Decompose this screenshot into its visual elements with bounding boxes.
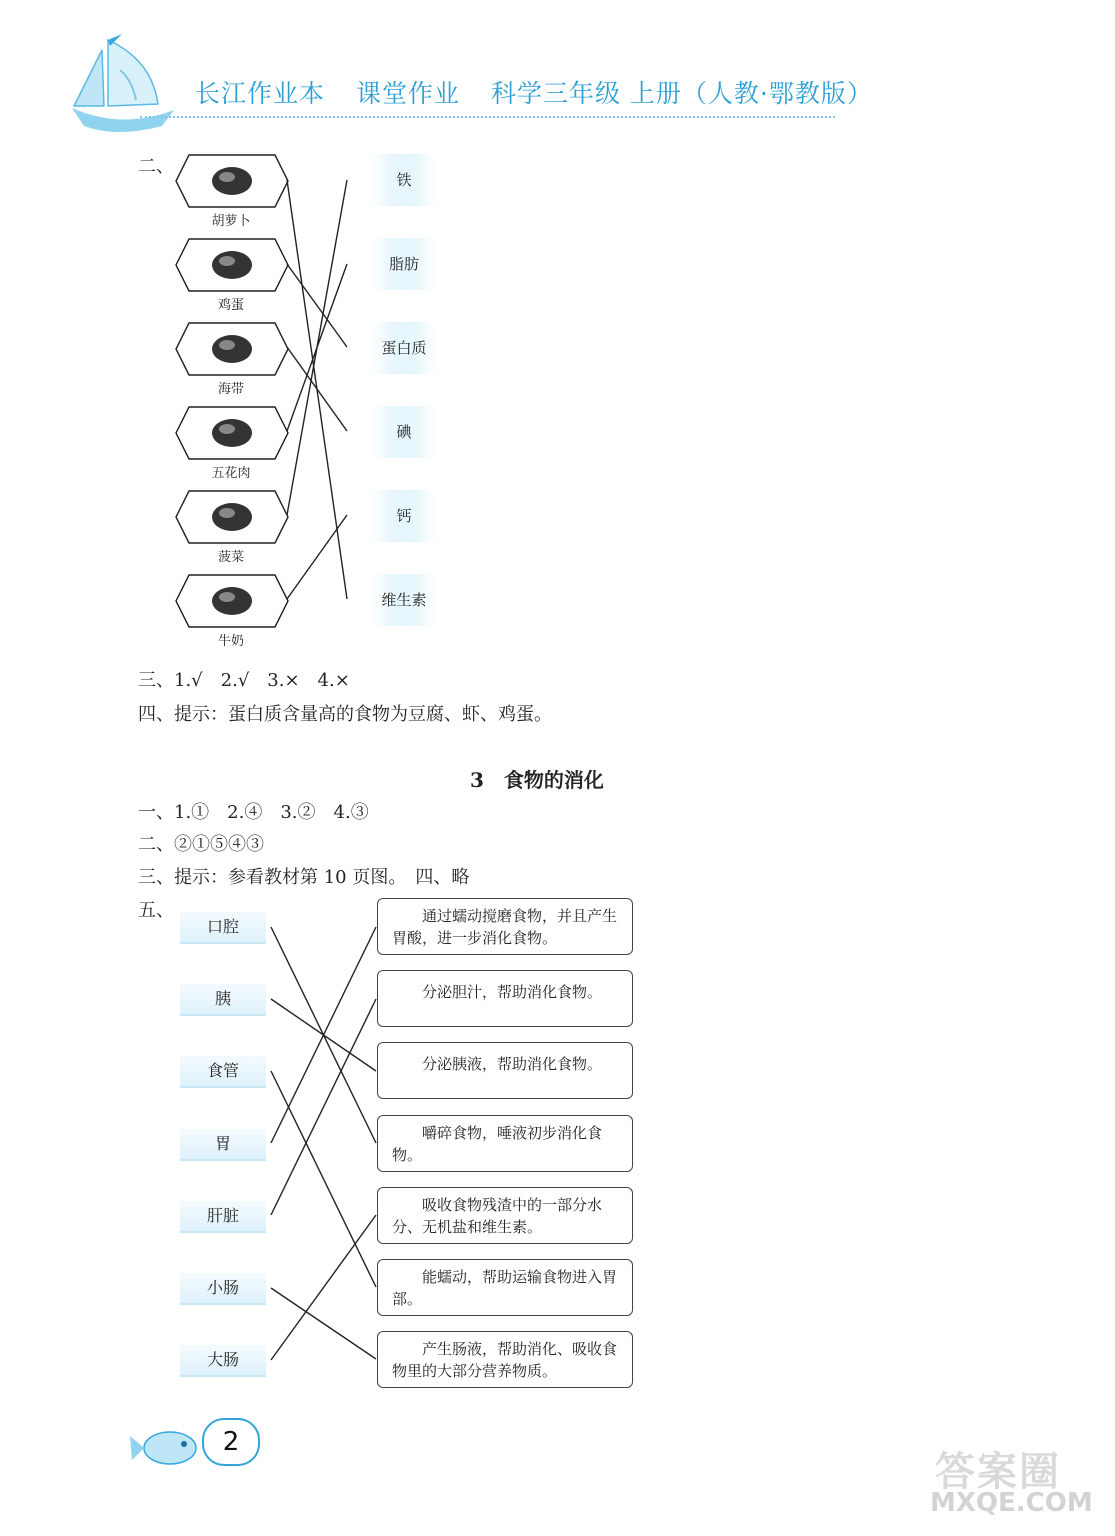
food-label: 菠菜 [217,550,244,565]
section-answer-5-label: 五、 [138,900,174,921]
function-box: 吸收食物残渣中的一部分水分、无机盐和维生素。 [377,1187,633,1244]
food-label: 胡萝卜 [211,214,251,229]
function-box: 通过蠕动搅磨食物，并且产生胃酸，进一步消化食物。 [377,898,633,955]
match-line [271,1215,376,1360]
organ-label: 食管 [180,1056,266,1088]
organ-label: 胰 [180,984,266,1016]
nutrient-label: 铁 [370,154,438,206]
nutrient-label: 蛋白质 [370,322,438,374]
watermark-text: 答案圈 [935,1449,1061,1495]
cartoon-fish-icon [128,1420,208,1470]
section-title: 3 食物的消化 [470,768,604,792]
food-label: 牛奶 [217,634,244,649]
food-label: 五花肉 [211,466,251,481]
organ-label: 大肠 [180,1345,266,1377]
organ-label: 肝脏 [180,1201,266,1233]
question-3-answer: 三、1.√ 2.√ 3.× 4.× [138,670,350,691]
section-answer-2: 二、②①⑤④③ [138,834,264,855]
food-label: 鸡蛋 [217,298,244,313]
function-box: 分泌胰液，帮助消化食物。 [377,1042,633,1099]
page-number: 2 [202,1418,260,1466]
section-answer-1: 一、1.① 2.④ 3.② 4.③ [138,802,369,823]
function-box: 能蠕动，帮助运输食物进入胃部。 [377,1259,633,1316]
header-part-2: 课堂作业 [355,79,460,108]
function-box: 分泌胆汁，帮助消化食物。 [377,970,633,1027]
nutrient-label: 钙 [370,490,438,542]
nutrient-label: 维生素 [370,574,438,626]
watermark-url: MXQE.COM [930,1488,1093,1518]
organ-label: 小肠 [180,1273,266,1305]
question-4-answer: 四、提示：蛋白质含量高的食物为豆腐、虾、鸡蛋。 [138,704,552,725]
header-part-3: 科学三年级 上册（人教·鄂教版） [490,79,873,108]
nutrient-label: 碘 [370,406,438,458]
match-line [271,1071,376,1287]
function-box: 嚼碎食物，唾液初步消化食物。 [377,1115,633,1172]
match-line [271,999,376,1215]
match-line [271,1288,376,1359]
organ-label: 胃 [180,1129,266,1161]
food-label: 海带 [217,382,244,397]
question-2-label: 二、 [138,156,174,177]
nutrient-label: 脂肪 [370,238,438,290]
function-box: 产生肠液，帮助消化、吸收食物里的大部分营养物质。 [377,1331,633,1388]
organ-label: 口腔 [180,912,266,944]
header-part-1: 长江作业本 [195,79,326,108]
section-answer-3: 三、提示：参看教材第 10 页图。 四、略 [138,867,470,888]
